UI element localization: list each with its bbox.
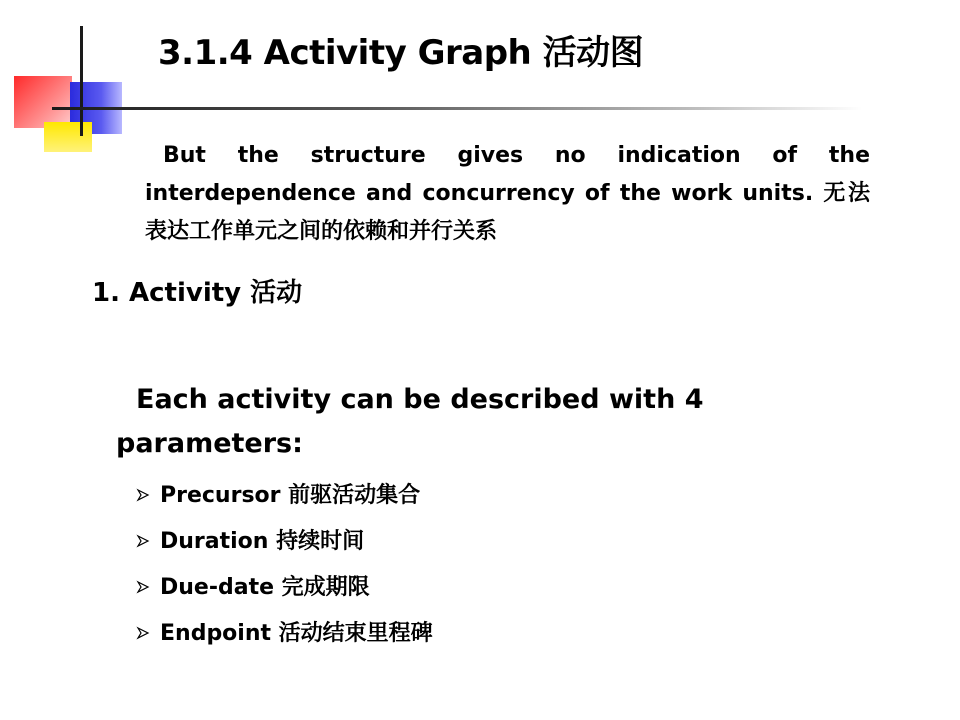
list-item-label: Duration 持续时间 bbox=[160, 528, 365, 554]
list-item bbox=[136, 470, 433, 516]
list-item-label: Endpoint 活动结束里程碑 bbox=[160, 620, 433, 646]
arrow-bullet-icon bbox=[136, 580, 150, 594]
decoration-yellow-square bbox=[44, 122, 92, 152]
arrow-bullet-icon bbox=[136, 534, 150, 548]
list-item-label: Due-date 完成期限 bbox=[160, 574, 370, 600]
decoration-red-square bbox=[14, 76, 72, 128]
description-paragraph: Each activity can be described with 4 parameters: bbox=[116, 384, 704, 459]
intro-paragraph: But the structure gives no indication of the interdependence and concurrency of the work units. 无法表达工作单元之间的依赖和并行关系 bbox=[145, 143, 870, 244]
title-underline bbox=[52, 107, 862, 110]
arrow-bullet-icon bbox=[136, 488, 150, 502]
arrow-bullet-icon bbox=[136, 626, 150, 640]
section-heading: 1. Activity 活动 bbox=[92, 278, 303, 308]
decoration-vertical-line bbox=[80, 26, 83, 136]
list-item bbox=[136, 608, 433, 654]
list-item bbox=[136, 562, 433, 608]
list-item-label: Precursor 前驱活动集合 bbox=[160, 482, 421, 508]
parameter-list bbox=[136, 470, 433, 654]
list-item bbox=[136, 516, 433, 562]
slide-title: 3.1.4 Activity Graph 活动图 bbox=[158, 33, 644, 73]
